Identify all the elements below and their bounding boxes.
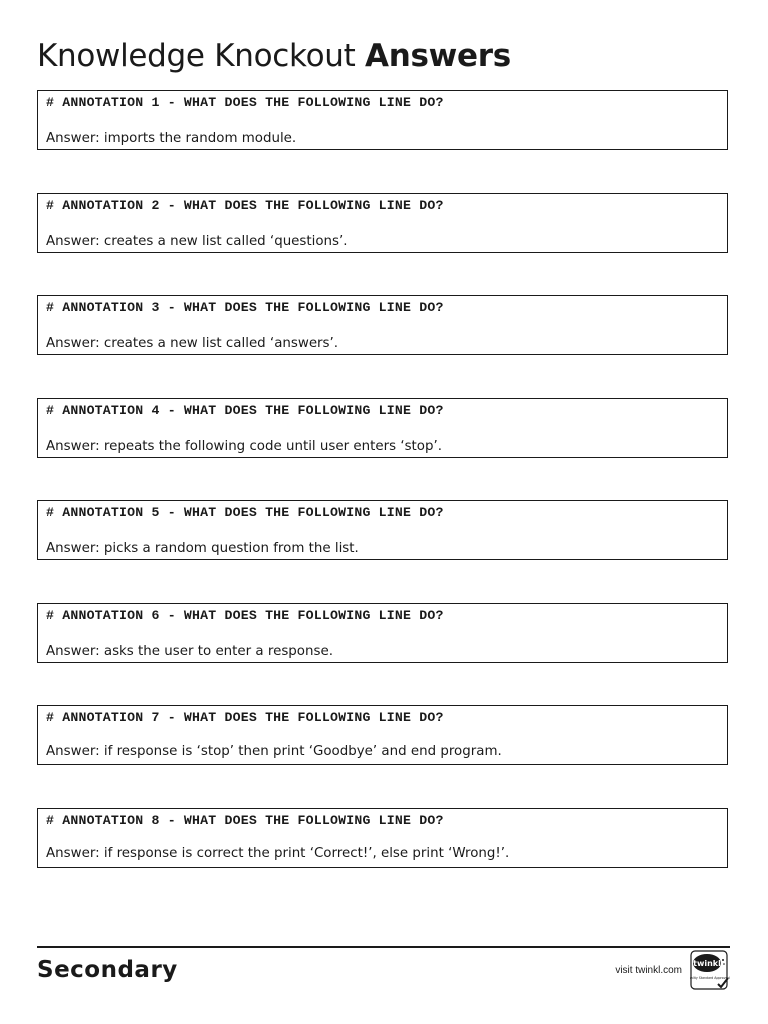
annotation-box-3: [37, 295, 728, 355]
annotation-answer: [46, 846, 509, 862]
annotation-heading: # ANNOTATION 4 - WHAT DOES THE FOLLOWING LINE DO?: [46, 403, 444, 418]
answer-label: Answer:: [46, 234, 100, 249]
annotation-answer: [46, 131, 296, 147]
answer-label: Answer:: [46, 644, 100, 659]
answer-label: Answer:: [46, 846, 100, 861]
answer-label: Answer:: [46, 131, 100, 146]
annotation-heading: # ANNOTATION 7 - WHAT DOES THE FOLLOWING LINE DO?: [46, 710, 444, 725]
annotation-answer: [46, 336, 338, 352]
answer-text: picks a random question from the list.: [103, 541, 359, 556]
answer-text: repeats the following code until user enters ‘stop’.: [103, 439, 443, 454]
annotation-box-8: [37, 808, 728, 868]
annotation-answer: [46, 744, 502, 760]
answer-text: asks the user to enter a response.: [103, 644, 333, 659]
badge-caption-text: Quality Standard Approved: [690, 976, 730, 980]
annotation-answer: [46, 541, 359, 557]
annotation-box-7: [37, 705, 728, 765]
badge-logo-text: twinkl: [693, 959, 721, 968]
annotation-heading: # ANNOTATION 1 - WHAT DOES THE FOLLOWING LINE DO?: [46, 95, 444, 110]
footer-divider: [37, 946, 730, 948]
answer-label: Answer:: [46, 541, 100, 556]
page-title-regular: Knowledge Knockout: [37, 38, 356, 74]
answer-text: if response is ‘stop’ then print ‘Goodbye’ and end program.: [103, 744, 502, 759]
annotation-box-6: [37, 603, 728, 663]
annotation-heading: # ANNOTATION 5 - WHAT DOES THE FOLLOWING LINE DO?: [46, 505, 444, 520]
answer-text: creates a new list called ‘questions’.: [103, 234, 348, 249]
annotation-heading: # ANNOTATION 2 - WHAT DOES THE FOLLOWING LINE DO?: [46, 198, 444, 213]
page-title: [37, 34, 511, 78]
annotation-answer: [46, 644, 333, 660]
footer-brand: Secondary: [37, 957, 178, 983]
annotation-answer: [46, 234, 348, 250]
annotation-heading: # ANNOTATION 8 - WHAT DOES THE FOLLOWING LINE DO?: [46, 813, 444, 828]
annotation-box-2: [37, 193, 728, 253]
annotation-answer: [46, 439, 442, 455]
answer-label: Answer:: [46, 336, 100, 351]
answer-text: imports the random module.: [103, 131, 297, 146]
answer-text: creates a new list called ‘answers’.: [103, 336, 339, 351]
footer-link[interactable]: visit twinkl.com: [615, 965, 682, 976]
annotation-heading: # ANNOTATION 6 - WHAT DOES THE FOLLOWING LINE DO?: [46, 608, 444, 623]
answer-label: Answer:: [46, 744, 100, 759]
annotation-heading: # ANNOTATION 3 - WHAT DOES THE FOLLOWING LINE DO?: [46, 300, 444, 315]
annotation-box-1: [37, 90, 728, 150]
page-title-bold: Answers: [365, 38, 511, 74]
annotation-box-4: [37, 398, 728, 458]
quality-standard-badge-icon: [690, 950, 730, 992]
annotation-box-5: [37, 500, 728, 560]
answer-label: Answer:: [46, 439, 100, 454]
answer-text: if response is correct the print ‘Correct!’, else print ‘Wrong!’.: [103, 846, 510, 861]
